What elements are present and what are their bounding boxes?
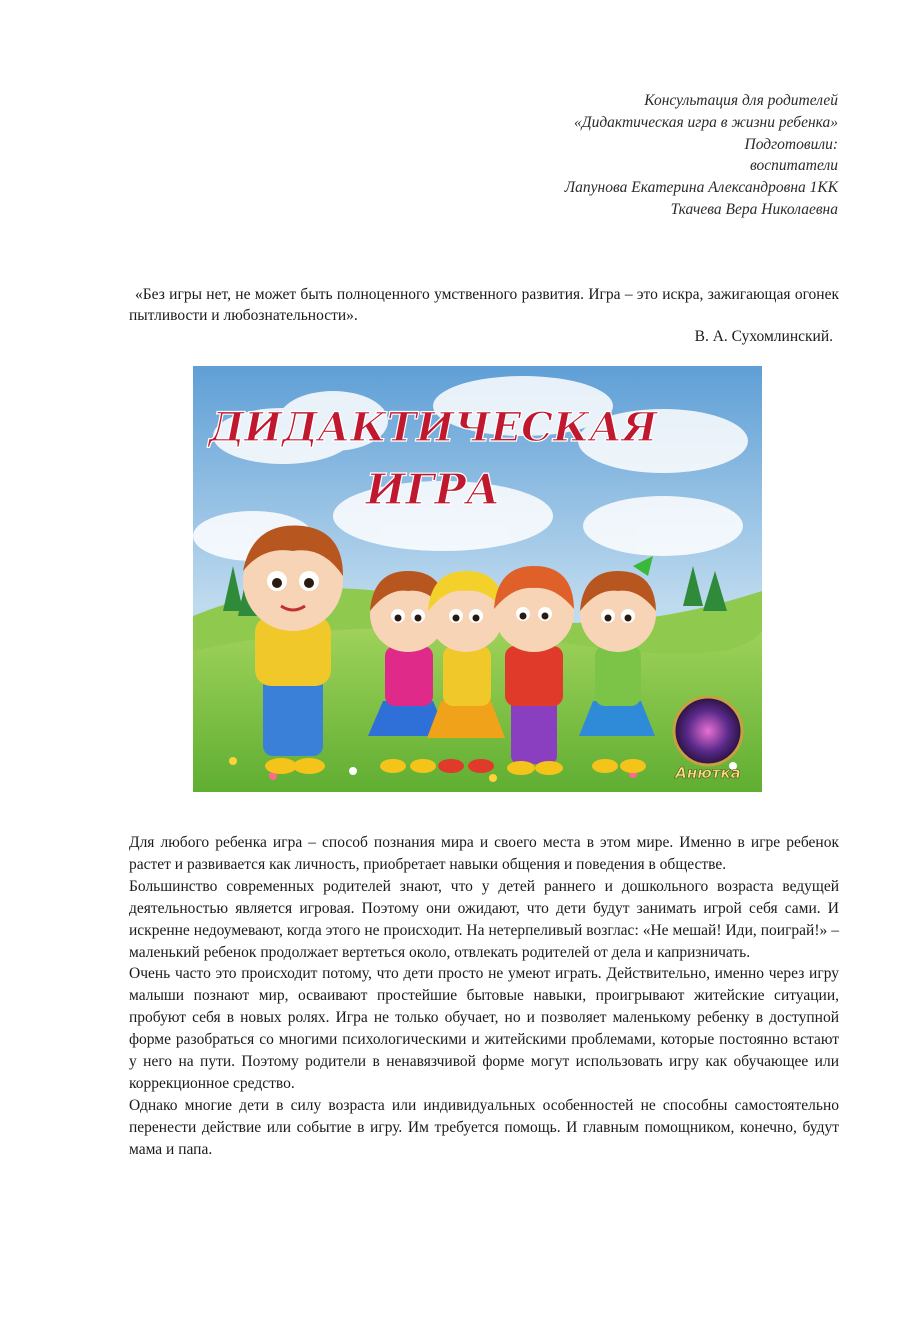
illustration: [193, 366, 762, 792]
paragraph-1: Для любого ребенка игра – способ познания мира и своего места в этом мире. Именно в игре ребенок растет и развивается как личность, приобретает навыки общения и поведения в обществе.: [129, 834, 839, 873]
illustration-svg: [193, 366, 762, 792]
header-block: [565, 90, 838, 221]
illustration-title-line2: ИГРА: [365, 465, 501, 514]
header-line-consultation: Консультация для родителей: [644, 92, 838, 109]
paragraph-2: Большинство современных родителей знают, что у детей раннего и дошкольного возраста ведущей деятельностью является игровая. Поэтому они ожидают, что дети будут занимать игрой себя сами. И искренне недоумевают, когда этого не происходит. На нетерпеливый возглас: «Не мешай! Иди, поиграй!» – маленький ребенок продолжает вертеться около, отвлекать родителей от дела и капризничать.: [129, 877, 839, 961]
watermark-text: Анютка: [675, 764, 741, 782]
epigraph: [129, 284, 839, 347]
paragraph-4: Однако многие дети в силу возраста или индивидуальных особенностей не способны самостоятельно перенести действие или событие в игру. Им требуется помощь. И главным помощником, конечно, будут мама и папа.: [129, 1096, 839, 1158]
epigraph-author: В. А. Сухомлинский.: [694, 328, 833, 345]
paragraph-3: Очень часто это происходит потому, что дети просто не умеют играть. Действительно, именно через игру малыши познают мир, осваивают простейшие бытовые навыки, проигрывают житейские ситуации, пробуют себя в новых ролях. Игра не только обучает, но и позволяет маленькому ребенку в доступной форме разобраться со многими психологическими и житейскими проблемами, которые постоянно встают у него на пути. Поэтому родители в ненавязчивой форме могут использовать игру как обучающее или коррекционное средство.: [129, 965, 839, 1092]
header-line-author-1: Лапунова Екатерина Александровна 1КК: [564, 179, 838, 197]
header-line-prepared: Подготовили:: [744, 135, 838, 153]
epigraph-quote: «Без игры нет, не может быть полноценного умственного развития. Игра – это искра, зажигающая огонек пытливости и любознательности».: [129, 286, 839, 324]
header-line-role: воспитатели: [750, 157, 838, 175]
body-text: [129, 832, 839, 1161]
header-line-topic: «Дидактическая игра в жизни ребенка»: [573, 113, 838, 131]
illustration-title-line1: ДИДАКТИЧЕСКАЯ: [208, 404, 658, 451]
header-line-author-2: Ткачева Вера Николаевна: [670, 200, 838, 218]
watermark-badge: [674, 697, 742, 782]
